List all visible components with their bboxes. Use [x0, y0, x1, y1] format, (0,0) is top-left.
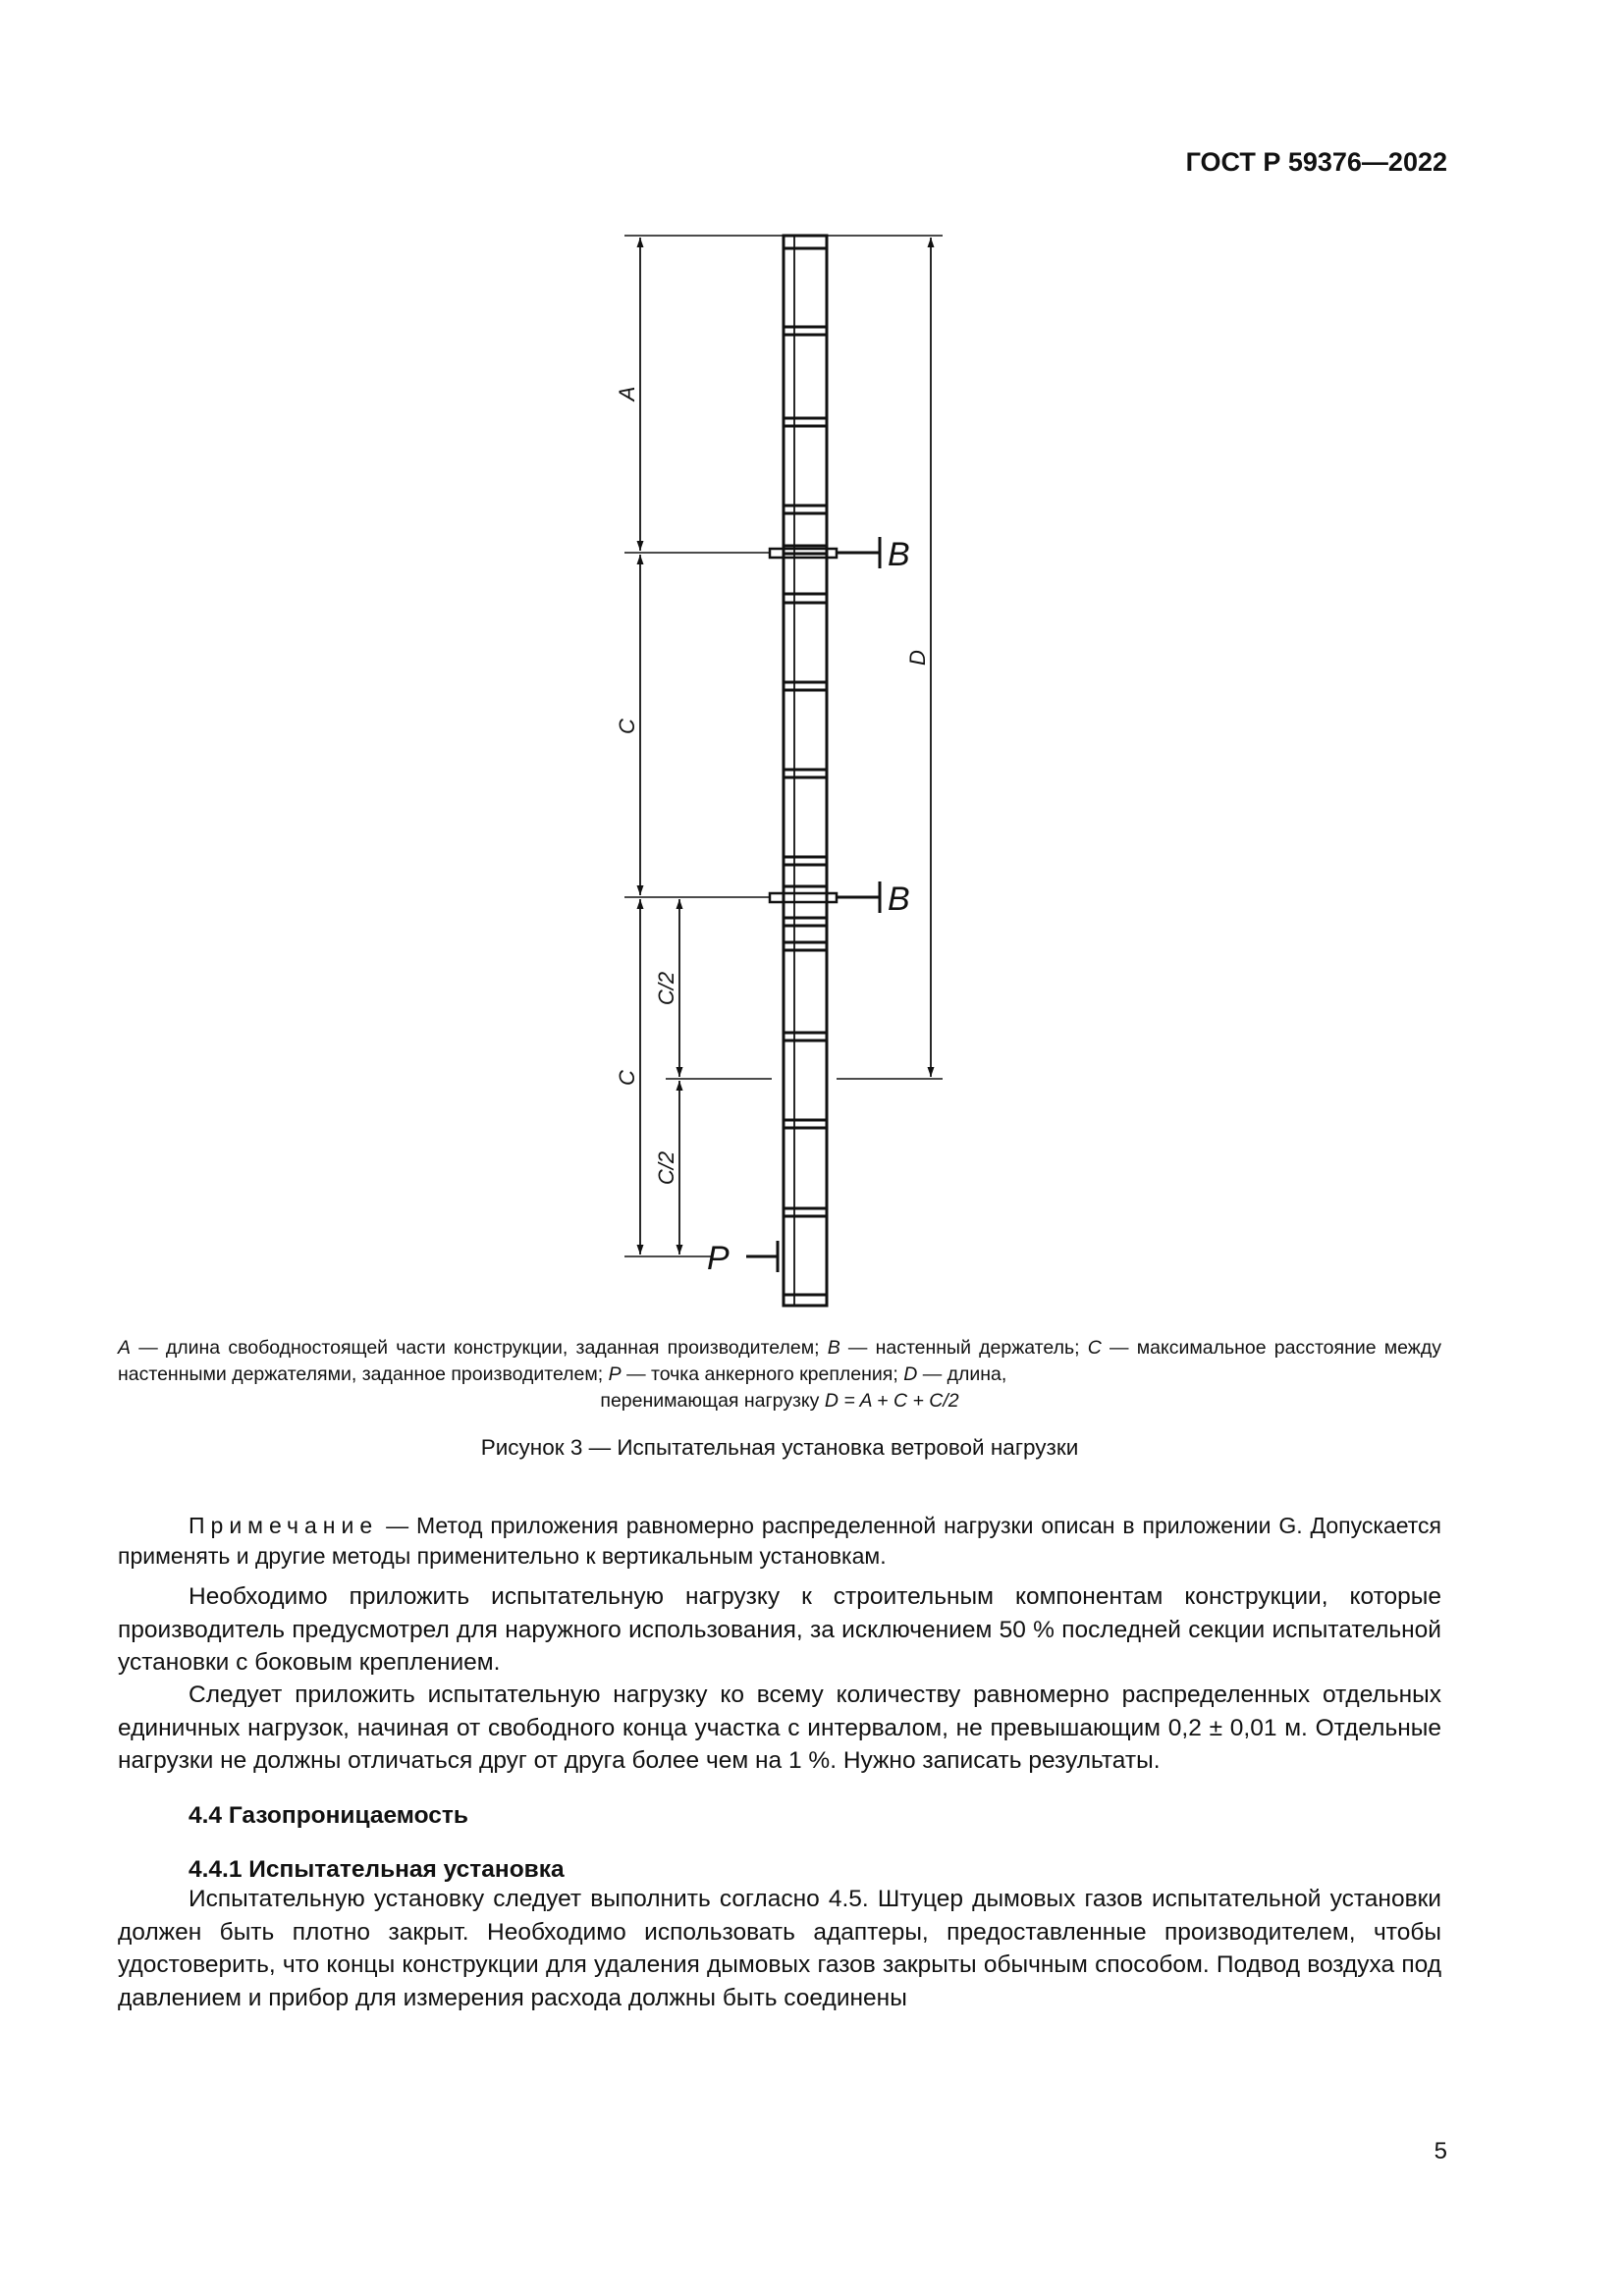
legend-term-b: B — [827, 1337, 840, 1359]
label-p: P — [707, 1240, 730, 1277]
page-number: 5 — [1434, 2138, 1447, 2164]
legend-formula: D = A + C + C/2 — [824, 1390, 959, 1412]
legend-text-a: — длина свободностоящей части конструкции, заданная производителем; — [131, 1337, 828, 1359]
paragraph-2: Следует приложить испытательную нагрузку ко всему количеству равномерно распределенных отдельных единичных нагрузок, начиная от свободного конца участка с интервалом, не превышающим 0,2 ± 0,01 м. Отдельные нагрузки не должны отличаться друг от друга более чем на 1 %. Нужно записать результаты. — [118, 1682, 1441, 1774]
section-heading-4-4-1: 4.4.1 Испытательная установка — [189, 1856, 565, 1883]
legend-term-p: P — [608, 1363, 622, 1385]
figure-caption: Рисунок 3 — Испытательная установка ветровой нагрузки — [480, 1435, 1079, 1460]
label-c-lower: C — [615, 1070, 639, 1086]
note-text: — Метод приложения равномерно распределенной нагрузки описан в приложении G. Допускается применять и другие методы применительно к вертикальным установкам. — [118, 1513, 1441, 1569]
label-c-half-1: C/2 — [654, 971, 678, 1006]
label-c-half-2: C/2 — [654, 1150, 678, 1186]
label-c-upper: C — [615, 719, 639, 734]
label-b-upper: B — [888, 536, 910, 573]
note-paragraph — [118, 1511, 1441, 1572]
column-segment-joints — [784, 248, 827, 1295]
legend-last-line: перенимающая нагрузку — [600, 1390, 825, 1412]
label-a: A — [615, 386, 639, 401]
label-b-lower: B — [888, 881, 910, 918]
paragraph-1: Необходимо приложить испытательную нагрузку к строительным компонентам конструкции, которые производитель предусмотрел для наружного использования, за исключением 50 % последней секции испытательной установки с боковым креплением. — [118, 1583, 1441, 1676]
note-label: Примечание — [189, 1513, 379, 1538]
legend-term-c: C — [1087, 1337, 1102, 1359]
document-header: ГОСТ Р 59376—2022 — [1185, 147, 1447, 177]
legend-text-c: — максимальное расстояние между настенными держателями, заданное производителем; — [118, 1337, 1441, 1385]
legend-term-a: A — [118, 1337, 132, 1359]
section-heading-4-4: 4.4 Газопроницаемость — [189, 1802, 468, 1829]
paragraph-3: Испытательную установку следует выполнить согласно 4.5. Штуцер дымовых газов испытательной установки должен быть плотно закрыт. Необходимо использовать адаптеры, предоставленные производителем, чтобы удостоверить, что концы конструкции для удаления дымовых газов закрыты обычным способом. Подвод воздуха под давлением и прибор для измерения расхода должны быть соединены — [118, 1886, 1441, 2011]
legend-term-d: D — [903, 1363, 918, 1385]
legend-text-p: — точка анкерного крепления; — [621, 1363, 904, 1385]
legend-text-b: — настенный держатель; — [839, 1337, 1088, 1359]
figure-legend — [118, 1335, 1441, 1415]
legend-text-d: — длина, — [917, 1363, 1007, 1385]
label-d: D — [905, 650, 930, 666]
